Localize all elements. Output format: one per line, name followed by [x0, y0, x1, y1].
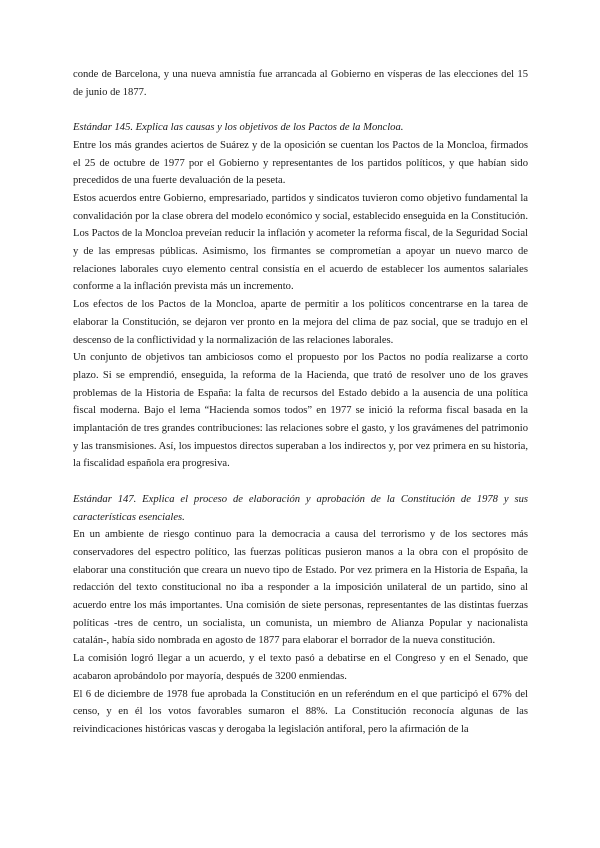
body-paragraph: Un conjunto de objetivos tan ambiciosos como el propuesto por los Pactos no podía realizarse a corto plazo. Si se emprendió, enseguida, la reforma de la Hacienda, que trató de resolver uno de los graves problemas de la Historia de España: la falta de recursos del Estado debido a la ausencia de una política fiscal moderna. Bajo el lema “Hacienda somos todos” en 1977 se inició la reforma fiscal basada en la implantación de tres grandes contribuciones: las relaciones sobre el gasto, y los gravámenes del patrimonio y las transmisiones. Así, los impuestos directos superaban a los indirectos y, por vez primera en su historia, la fiscalidad española era progresiva.: [73, 352, 528, 470]
section-heading-estandar-145: Estándar 145. Explica las causas y los objetivos de los Pactos de la Moncloa.: [73, 122, 404, 134]
continuation-paragraph: conde de Barcelona, y una nueva amnistía fue arrancada al Gobierno en vísperas de las elecciones del 15 de junio de 1877.: [73, 69, 528, 98]
body-paragraph: El 6 de diciembre de 1978 fue aprobada la Constitución en un referéndum en el que participó el 67% del censo, y en él los votos favorables sumaron el 88%. La Constitución reconocía algunas de las reivindicaciones históricas vascas y derogaba la legislación antiforal, pero la afirmación de la: [73, 688, 528, 735]
body-paragraph: Estos acuerdos entre Gobierno, empresariado, partidos y sindicatos tuvieron como objetivo fundamental la convalidación por la clase obrera del modelo económico y social, establecido enseguida en la Constitución. Los Pactos de la Moncloa preveían reducir la inflación y acometer la reforma fiscal, de la Seguridad Social y de las empresas públicas. Asimismo, los firmantes se comprometían a apoyar un nuevo marco de relaciones laborales cuyo elemento central consistía en el acuerdo de establecer los aumentos salariales conforme a la inflación prevista más un incremento.: [73, 192, 528, 293]
section-heading-estandar-147: Estándar 147. Explica el proceso de elaboración y aprobación de la Constitución de 1978 y sus características esenciales.: [73, 493, 528, 523]
body-paragraph: Entre los más grandes aciertos de Suárez y de la oposición se cuentan los Pactos de la Moncloa, firmados el 25 de octubre de 1977 por el Gobierno y representantes de los partidos políticos, y que habían sido precedidos de una fuerte devaluación de la peseta.: [73, 139, 528, 187]
body-paragraph: En un ambiente de riesgo continuo para la democracia a causa del terrorismo y de los sectores más conservadores del espectro político, las fuerzas políticas pusieron manos a la obra con el propósito de elaborar una constitución que creara un nuevo tipo de Estado. Por vez primera en la Historia de España, la redacción del texto constitucional no iba a responder a la imposición unilateral de un partido, sino al acuerdo entre los más importantes. Una comisión de siete personas, representantes de las distintas fuerzas políticas -tres de centro, un socialista, un comunista, un miembro de Alianza Popular y nacionalista catalán-, había sido nombrada en agosto de 1877 para elaborar el borrador de la nueva constitución.: [73, 529, 528, 647]
body-paragraph: Los efectos de los Pactos de la Moncloa, aparte de permitir a los políticos concentrarse en la tarea de elaborar la Constitución, se dejaron ver pronto en la mejora del clima de paz social, que se tradujo en el descenso de la conflictividad y la normalización de las relaciones laborales.: [73, 299, 528, 346]
document-page: [73, 66, 528, 739]
body-paragraph: La comisión logró llegar a un acuerdo, y el texto pasó a debatirse en el Congreso y en el Senado, que acabaron aprobándolo por mayoría, después de 3200 enmiendas.: [73, 653, 528, 682]
